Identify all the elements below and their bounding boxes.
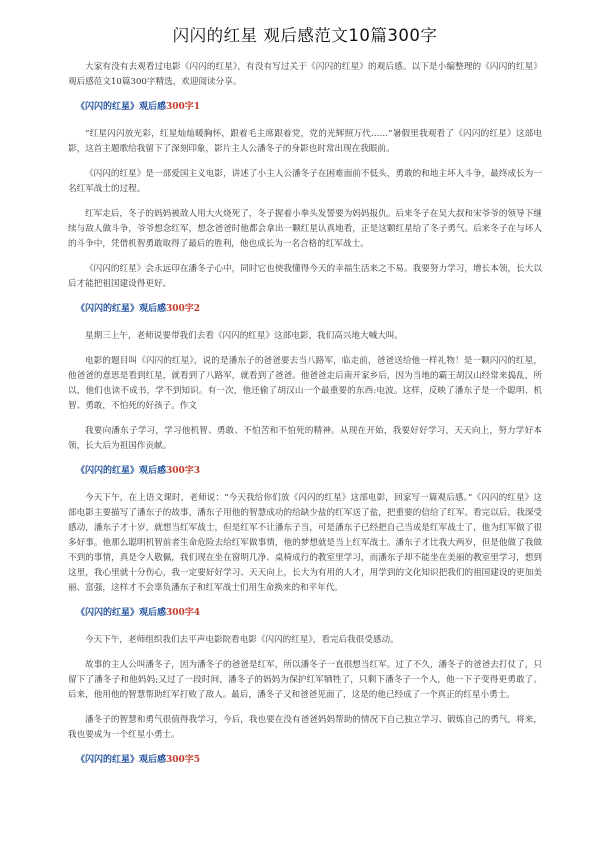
page-title: 闪闪的红星 观后感范文10篇300字 xyxy=(172,26,438,45)
paragraph: 《闪闪的红星》会永远印在潘冬子心中，同时它也使我懂得今天的幸福生活来之不易。我要努力学习，增长本领，长大以后才能把祖国建设得更好。 xyxy=(68,264,542,289)
paragraph: 红军走后，冬子的妈妈被敌人用大火烧死了，冬子握着小拳头发誓要为妈妈报仇。后来冬子在吴大叔和宋爷爷的领导下继续与敌人做斗争，爷爷想念红军，想念爸爸时他都会拿出一颗红星认真地看，正是这颗红星给了冬子勇气。后来冬子在与坏人的斗争中，凭借机智勇敢取得了最后的胜利，他也成长为一名合格的红军战士。 xyxy=(68,209,542,249)
section-heading-number: 300字5 xyxy=(166,755,201,765)
paragraph: 今天下午，老师组织我们去平声电影院看电影《闪闪的红星》，看完后我很受感动。 xyxy=(85,635,399,645)
paragraph: 星期三上午，老师说要带我们去看《闪闪的红星》这部电影，我们高兴地大喊大叫。 xyxy=(85,331,403,341)
paragraph: “红星闪闪放光彩，红星灿灿暖胸怀，跟着毛主席跟着党，党的光辉照万代……”暑假里我观看了《闪闪的红星》这部电影，这首主题歌给我留下了深刻印象，影片主人公潘冬子的身影也时常出现在我眼前。 xyxy=(68,129,542,154)
paragraph: 《闪闪的红星》是一部爱国主义电影，讲述了小主人公潘冬子在困难面前不低头，勇敢的和地主坏人斗争，最终成长为一名红军战士的过程。 xyxy=(68,169,542,194)
paragraph: 电影的题目叫《闪闪的红星》，说的是潘东子的爸爸要去当八路军，临走前，爸爸送给他一样礼物！是一颗闪闪的红星，他爸爸的意思是看到红星，就看到了八路军，就看到了爸爸。他爸爸走后南开家乡后，因为当地的霸王胡汉山经常来捣乱，所以，他们也读不成书，学不到知识。有一次，他还偷了胡汉山一个最重要的东西:电波。这样，反映了潘东子是一个聪明、机智、勇敢，不怕死的好孩子。作文 xyxy=(68,356,542,411)
section-heading-title: 《闪闪的红星》观后感 xyxy=(76,466,167,476)
section-5 xyxy=(68,753,542,768)
section-1 xyxy=(68,100,542,292)
section-heading xyxy=(76,606,542,621)
section-heading-number: 300字4 xyxy=(166,608,201,618)
paragraph: 今天下午，在上语文课时，老师说：“今天我给你们放《闪闪的红星》这部电影，回家写一篇观后感。”《闪闪的红星》这部电影主要描写了潘东子的故事，潘东子用他的智慧成功的给缺少盐的红军送了盐，把重要的信给了红军。看完以后，我深受感动，潘东子才十岁，就想当红军战士，但是红军不让潘东子当，可是潘东子已经把自己当成是红军战士了，他为红军做了很多好事。他那么聪明机智前者生命危险去给红军做事情，他的梦想就是当上红军战士。潘东子才比我大两岁，但是他做了我做不到的事情，真是令人敬佩，我们现在坐在窗明几净、桌椅成行的教室里学习，而潘东子却不能坐在美丽的教室里学习，想到这里，我心里就十分伤心，我一定要好好学习、天天向上，长大为有用的人才，用学到的文化知识把我们的祖国建设的更加美丽、富强，这样才不会辜负潘东子和红军战士们用生命换来的和平年代。 xyxy=(68,493,542,593)
section-heading xyxy=(76,302,542,317)
section-heading-title: 《闪闪的红星》观后感 xyxy=(76,304,167,314)
section-heading xyxy=(76,464,542,479)
paragraph: 潘冬子的智慧和勇气很值得我学习，今后，我也要在没有爸爸妈妈帮助的情况下自己独立学习、锻炼自己的勇气，将来，我也要成为一个红星小勇士。 xyxy=(68,715,542,740)
section-heading-number: 300字2 xyxy=(166,304,201,314)
paragraph: 我要向潘东子学习，学习他机智、勇敢、不怕苦和不怕死的精神。从现在开始，我要好好学习，天天向上，努力学好本领，长大后为祖国作贡献。 xyxy=(68,426,542,451)
section-3 xyxy=(68,464,542,596)
section-2 xyxy=(68,302,542,454)
section-heading-number: 300字3 xyxy=(166,466,201,476)
section-heading-number: 300字1 xyxy=(166,102,201,112)
intro-paragraph: 大家有没有去观看过电影《闪闪的红星》，有没有写过关于《闪闪的红星》的观后感。以下是小编整理的《闪闪的红星》观后感范文10篇300字精选，欢迎阅读分享。 xyxy=(68,62,542,87)
section-heading-title: 《闪闪的红星》观后感 xyxy=(76,608,167,618)
paragraph: 故事的主人公叫潘冬子，因为潘冬子的爸爸是红军，所以潘冬子一直很想当红军。过了不久，潘冬子的爸爸去打仗了，只留下了潘冬子和他妈妈;又过了一段时间，潘冬子的妈妈为保护红军牺牲了，只剩下潘冬子一个人，他一下子变得更勇敢了。后来，他用他的智慧帮助红军打败了敌人。最后，潘冬子又和爸爸见面了，这是的他已经成了一个真正的红星小勇士。 xyxy=(68,660,542,700)
section-heading-title: 《闪闪的红星》观后感 xyxy=(76,755,167,765)
section-heading-title: 《闪闪的红星》观后感 xyxy=(76,102,167,112)
section-4 xyxy=(68,606,542,743)
section-heading xyxy=(76,100,542,115)
section-heading xyxy=(76,753,542,768)
